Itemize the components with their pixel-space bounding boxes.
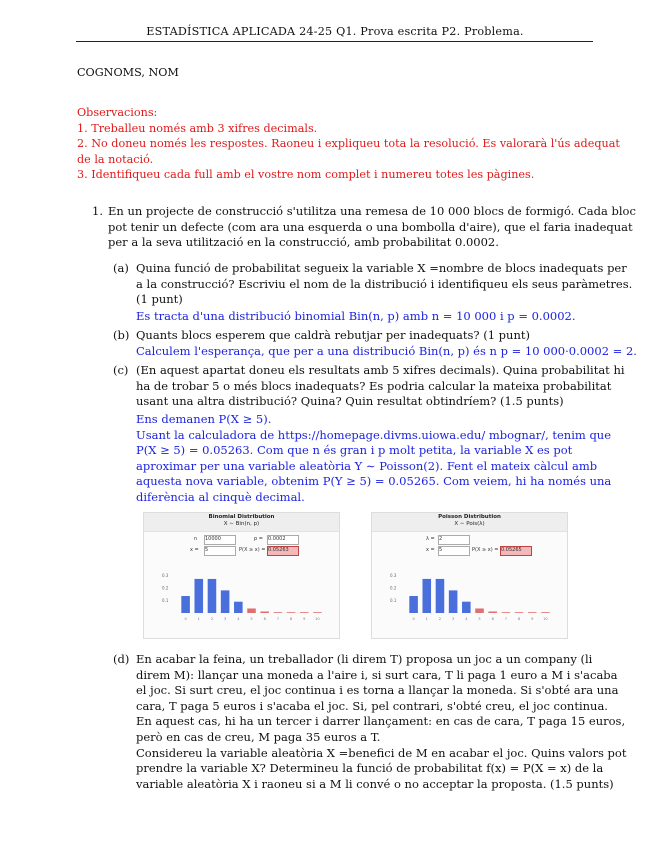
part-b-question: Quants blocs esperem que caldrà rebutjar per inadequats? (1 punt) <box>136 328 530 342</box>
x-tick-label: 4 <box>465 617 468 621</box>
x-tick-label: 2 <box>210 617 214 621</box>
poisson-title: Poisson Distribution <box>438 514 501 520</box>
question-line: (En aquest apartat doneu els resultats amb 5 xifres decimals). Quina probabilitat hi <box>136 363 625 377</box>
question-line: (1 punt) <box>136 292 183 307</box>
binomial-prob-label: P(X ≥ x) = <box>239 547 266 553</box>
bar <box>287 612 296 613</box>
poisson-x-label: x = <box>426 547 435 553</box>
x-tick-label: 5 <box>478 617 481 621</box>
x-tick-label: 2 <box>438 617 442 621</box>
answer-line: diferència al cinquè decimal. <box>136 489 305 504</box>
poisson-calculator-screenshot <box>371 512 568 639</box>
x-tick-label: 5 <box>250 617 253 621</box>
part-a-answer: Es tracta d'una distribució binomial Bin(n, p) amb n = 10 000 i p = 0.0002. <box>136 309 576 323</box>
bar <box>221 590 230 613</box>
x-tick-label: 9 <box>531 617 534 621</box>
binomial-bar-chart <box>144 561 339 636</box>
y-tick-label: 0.1 <box>390 597 397 603</box>
binomial-title-bar <box>144 513 339 532</box>
poisson-prob-label: P(X ≥ x) = <box>472 547 499 553</box>
y-tick-label: 0.2 <box>390 585 397 591</box>
x-tick-label: 7 <box>276 617 279 621</box>
part-a-question <box>136 261 633 308</box>
observation-item: 1. Treballeu només amb 3 xifres decimals. <box>77 121 318 135</box>
bar <box>208 579 217 613</box>
x-tick-label: 6 <box>491 617 494 621</box>
x-tick-label: 1 <box>197 617 200 621</box>
part-b-answer: Calculem l'esperança, que per a una distribució Bin(n, p) és n p = 10 000·0.0002 = 2. <box>136 344 637 358</box>
poisson-title-bar <box>372 513 567 532</box>
y-tick-label: 0.3 <box>162 572 169 578</box>
part-c-question <box>136 363 625 410</box>
poisson-subtitle: X ∼ Pois(λ) <box>454 521 485 527</box>
binomial-x-ticks <box>184 617 319 621</box>
y-tick-label: 0.2 <box>162 585 169 591</box>
question-line: el joc. Si surt creu, el joc continua i es torna a llançar la moneda. Si s'obté ara una <box>136 683 619 698</box>
poisson-lambda-label: λ = <box>426 536 435 542</box>
binomial-title: Binomial Distribution <box>208 514 275 520</box>
x-tick-label: 8 <box>289 617 293 621</box>
bar <box>181 596 190 613</box>
bar <box>515 612 524 613</box>
question-line: a la construcció? Escriviu el nom de la distribució i identifiqueu els seus paràmetres. <box>136 276 633 291</box>
problem-number: 1. <box>92 204 103 218</box>
x-tick-label: 3 <box>452 617 455 621</box>
poisson-bars <box>409 579 549 613</box>
poisson-x-input[interactable]: 5 <box>438 546 470 556</box>
x-tick-label: 4 <box>237 617 240 621</box>
binomial-calculator-screenshot <box>143 512 340 639</box>
bar <box>274 612 283 613</box>
intro-line: pot tenir un defecte (com ara una esquerda o una bombolla d'aire), que el faria inadequat <box>108 219 633 234</box>
intro-line: per a la seva utilització en la construcció, amb probabilitat 0.0002. <box>108 235 499 250</box>
x-tick-label: 10 <box>543 617 548 621</box>
bar <box>488 611 497 613</box>
x-tick-label: 9 <box>303 617 306 621</box>
bar <box>409 596 418 613</box>
problem-intro <box>108 204 636 251</box>
part-c-answer <box>136 412 611 506</box>
bar <box>528 612 537 613</box>
header-rule <box>76 41 593 42</box>
question-line: ha de trobar 5 o més blocs inadequats? Es podria calcular la mateixa probabilitat <box>136 378 612 393</box>
bar <box>260 611 269 613</box>
binomial-p-label: p = <box>254 536 263 542</box>
question-line: cara, T paga 5 euros i s'acaba el joc. Si, pel contrari, s'obté creu, el joc continua. <box>136 698 608 713</box>
bar <box>313 612 322 613</box>
binomial-x-input[interactable]: 5 <box>204 546 236 556</box>
x-tick-label: 10 <box>315 617 320 621</box>
observation-item: 3. Identifiqueu cada full amb el vostre nom complet i numereu totes les pàgines. <box>77 168 535 181</box>
binomial-bars <box>181 579 321 613</box>
question-line: direm M): llançar una moneda a l'aire i, si surt cara, T li paga 1 euro a M i s'acaba <box>136 667 618 682</box>
intro-line: En un projecte de construcció s'utilitza una remesa de 10 000 blocs de formigó. Cada bloc <box>108 204 636 218</box>
question-line: Considereu la variable aleatòria X =benefici de M en acabar el joc. Quins valors pot <box>136 745 627 760</box>
bar <box>194 579 203 613</box>
part-d-label: (d) <box>113 652 130 666</box>
poisson-prob-output: 0.05265 <box>500 546 532 556</box>
bar <box>541 612 550 613</box>
poisson-lambda-input[interactable]: 2 <box>438 535 470 545</box>
answer-line: Ens demanen P(X ≥ 5). <box>136 412 272 426</box>
bar <box>449 590 458 613</box>
answer-line: aproximar per una variable aleatòria Y ∼ Poisson(2). Fent el mateix càlcul amb <box>136 458 598 473</box>
binomial-n-label: n <box>194 536 198 542</box>
part-b-label: (b) <box>113 328 130 342</box>
question-line: Quina funció de probabilitat segueix la variable X =nombre de blocs inadequats per <box>136 261 627 275</box>
bar <box>475 608 484 613</box>
y-tick-label: 0.1 <box>162 597 169 603</box>
bar <box>247 608 256 613</box>
binomial-n-input[interactable]: 10000 <box>204 535 236 545</box>
part-a-label: (a) <box>113 261 129 275</box>
part-c-label: (c) <box>113 363 129 377</box>
x-tick-label: 1 <box>425 617 428 621</box>
x-tick-label: 0 <box>184 617 187 621</box>
x-tick-label: 7 <box>504 617 507 621</box>
binomial-x-label: x = <box>190 547 199 553</box>
observations <box>77 105 620 183</box>
bar <box>502 612 511 613</box>
observation-item: de la notació. <box>77 152 154 166</box>
x-tick-label: 3 <box>224 617 227 621</box>
bar <box>436 579 445 613</box>
answer-line: aquesta nova variable, obtenim P(Y ≥ 5) = 0.05265. Com veiem, hi ha només una <box>136 474 612 489</box>
observations-heading: Observacions: <box>77 106 158 119</box>
poisson-y-ticks <box>390 573 397 603</box>
question-line: variable aleatòria X i raoneu si a M li convé o no acceptar la proposta. (1.5 punts) <box>136 776 614 791</box>
bar <box>462 602 471 613</box>
question-line: però en cas de creu, M paga 35 euros a T. <box>136 729 381 744</box>
question-line: En aquest cas, hi ha un tercer i darrer llançament: en cas de cara, T paga 15 euros, <box>136 714 626 729</box>
part-d-question <box>136 652 626 792</box>
bar <box>422 579 431 613</box>
x-tick-label: 8 <box>517 617 521 621</box>
bar <box>234 602 243 613</box>
binomial-p-input[interactable]: 0.0002 <box>267 535 299 545</box>
question-line: prendre la variable X? Determineu la funció de probabilitat f(x) = P(X = x) de la <box>136 761 604 776</box>
binomial-y-ticks <box>162 573 169 603</box>
poisson-bar-chart <box>372 561 567 636</box>
question-line: usant una altra distribució? Quina? Quin resultat obtindríem? (1.5 punts) <box>136 394 564 409</box>
question-line: En acabar la feina, un treballador (li direm T) proposa un joc a un company (li <box>136 652 593 666</box>
bar <box>300 612 309 613</box>
observation-item: 2. No doneu només les respostes. Raoneu i expliqueu tota la resolució. Es valorarà l'ús adequat <box>77 137 620 150</box>
poisson-x-ticks <box>412 617 547 621</box>
binomial-subtitle: X ∼ Bin(n, p) <box>223 521 260 527</box>
binomial-prob-output: 0.05263 <box>267 546 299 556</box>
answer-line: P(X ≥ 5) = 0.05263. Com que n és gran i p molt petita, la variable X es pot <box>136 443 573 458</box>
name-line: COGNOMS, NOM <box>77 66 179 79</box>
answer-line: Usant la calculadora de https://homepage.divms.uiowa.edu/ mbognar/, tenim que <box>136 427 612 442</box>
x-tick-label: 0 <box>412 617 415 621</box>
x-tick-label: 6 <box>263 617 266 621</box>
exam-header: ESTADÍSTICA APLICADA 24-25 Q1. Prova escrita P2. Problema. <box>146 25 524 38</box>
y-tick-label: 0.3 <box>390 572 397 578</box>
